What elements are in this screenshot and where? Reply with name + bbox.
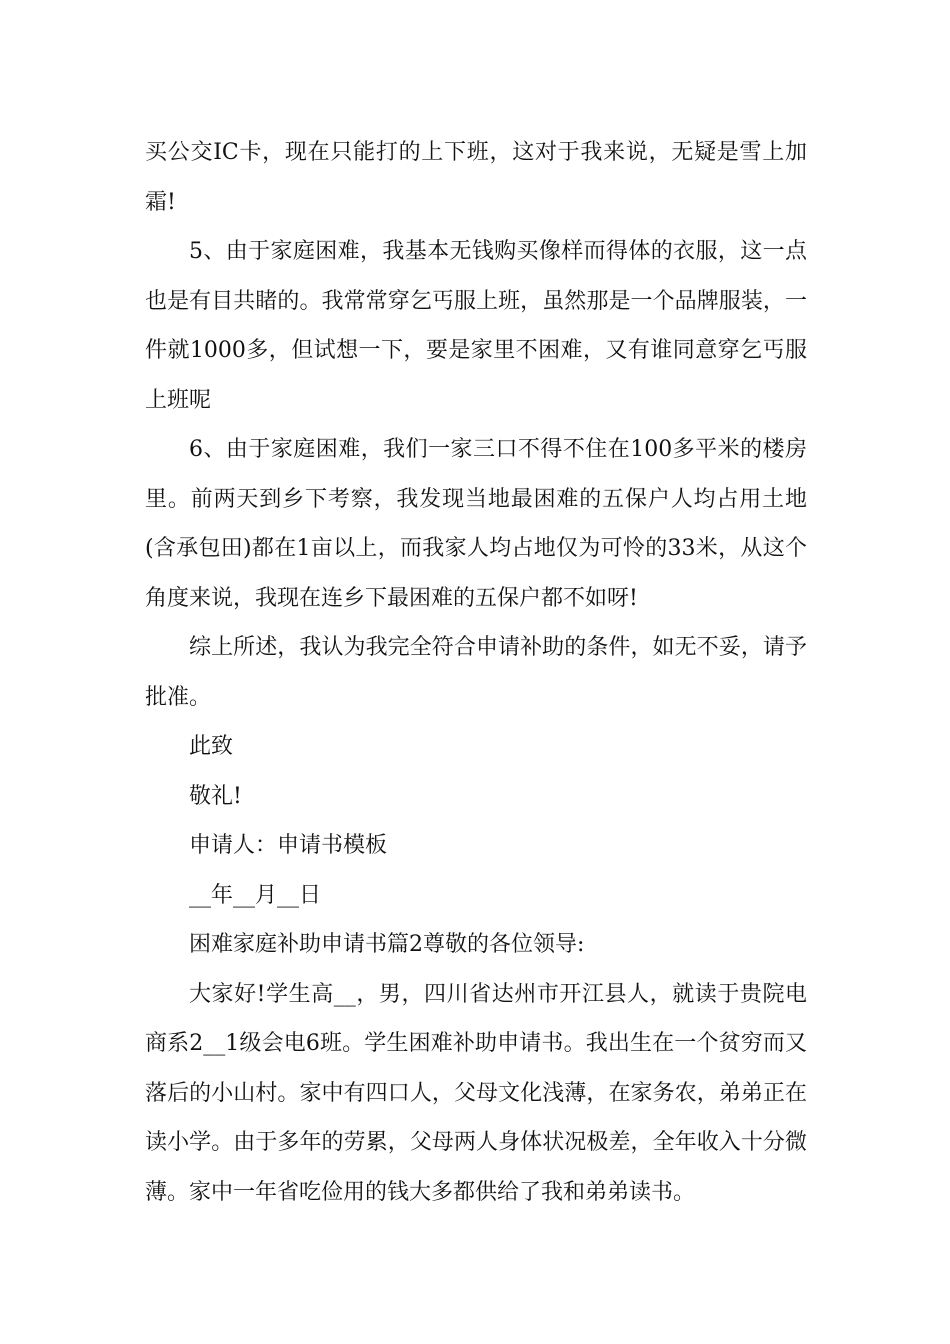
document-body bbox=[145, 128, 807, 1217]
paragraph-summary: 综上所述，我认为我完全符合申请补助的条件，如无不妥，请予批准。 bbox=[145, 635, 807, 710]
section-title-2: 困难家庭补助申请书篇2尊敬的各位领导: bbox=[189, 932, 585, 957]
paragraph-item-5: 5、由于家庭困难，我基本无钱购买像样而得体的衣服，这一点也是有目共睹的。我常常穿乞丐服上班，虽然那是一个品牌服装，一件就1000多，但试想一下，要是家里不困难，又有谁同意穿乞丐服上班呢 bbox=[145, 239, 807, 413]
paragraph-intro: 大家好!学生高__，男，四川省达州市开江县人，就读于贵院电商系2__1级会电6班。学生困难补助申请书。我出生在一个贫穷而又落后的小山村。家中有四口人，父母文化浅薄，在家务农，弟弟正在读小学。由于多年的劳累，父母两人身体状况极差，全年收入十分微薄。家中一年省吃俭用的钱大多都供给了我和弟弟读书。 bbox=[145, 981, 807, 1205]
paragraph-continuation: 买公交IC卡，现在只能打的上下班，这对于我来说，无疑是雪上加霜! bbox=[145, 140, 807, 215]
closing-cizhi: 此致 bbox=[189, 734, 234, 759]
applicant-line: 申请人：申请书模板 bbox=[189, 833, 388, 858]
closing-jingli: 敬礼! bbox=[189, 783, 242, 809]
date-line: __年__月__日 bbox=[189, 882, 322, 908]
paragraph-item-6: 6、由于家庭困难，我们一家三口不得不住在100多平米的楼房里。前两天到乡下考察，我发现当地最困难的五保户人均占用土地(含承包田)都在1亩以上，而我家人均占地仅为可怜的33米，从这个角度来说，我现在连乡下最困难的五保户都不如呀! bbox=[145, 437, 807, 611]
